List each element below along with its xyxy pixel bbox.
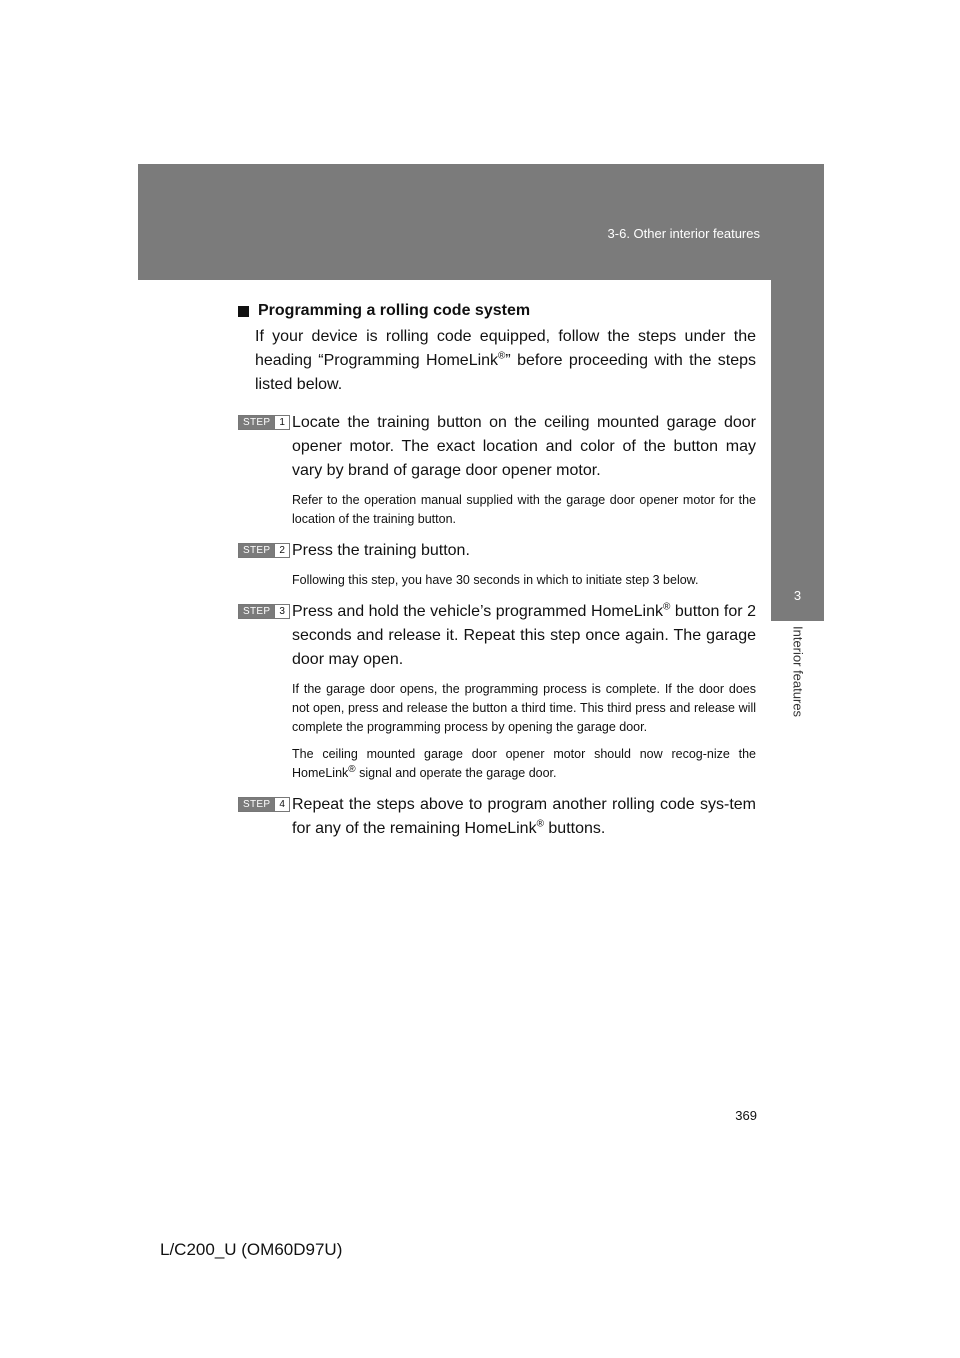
step-3-text — [292, 600, 756, 672]
step-badge-2 — [238, 543, 290, 558]
intro-text-start: If your device is rolling code equipped, follow the steps under the heading “Programming HomeLink — [255, 328, 756, 369]
registered-mark: ® — [536, 818, 544, 830]
step-badge-3 — [238, 604, 290, 619]
registered-mark: ® — [348, 763, 356, 775]
step-badge-number: 1 — [274, 416, 289, 429]
step-3-note: If the garage door opens, the programming process is complete. If the door does not open, press and release the button a third time. This third press and release will complete the programming process by opening the garage door. — [292, 682, 756, 734]
registered-mark: ® — [498, 350, 506, 362]
black-square-icon — [238, 306, 249, 317]
step-4-text — [292, 793, 756, 841]
step-badge-1 — [238, 415, 290, 430]
step-badge-label: STEP — [239, 798, 274, 811]
chapter-label: Interior features — [790, 626, 806, 718]
step-badge-label: STEP — [239, 605, 274, 618]
step-2-text: Press the training button. — [292, 542, 470, 559]
step-4-text-end: buttons. — [543, 820, 606, 837]
step-4 — [238, 793, 756, 841]
step-2-note: Following this step, you have 30 seconds in which to initiate step 3 below. — [292, 573, 699, 587]
header-band — [138, 164, 824, 280]
registered-mark: ® — [663, 601, 671, 613]
document-code: L/C200_U (OM60D97U) — [160, 1240, 343, 1259]
step-badge-number: 4 — [274, 798, 289, 811]
step-badge-number: 3 — [274, 605, 289, 618]
step-4-text-start: Repeat the steps above to program another rolling code sys-tem for any of the remaining HomeLink — [292, 796, 756, 837]
step-3-note-2-start: The ceiling mounted garage door opener motor should now recog-nize the HomeLink — [292, 747, 756, 780]
section-intro — [255, 325, 756, 397]
step-badge-label: STEP — [239, 416, 274, 429]
step-3 — [238, 600, 756, 783]
step-3-text-start: Press and hold the vehicle’s programmed HomeLink — [292, 603, 664, 620]
step-badge-4 — [238, 797, 290, 812]
step-3-note-2-end: signal and operate the garage door. — [355, 766, 557, 780]
step-1-text: Locate the training button on the ceiling mounted garage door opener motor. The exact location and color of the button may vary by brand of garage door opener motor. — [292, 414, 756, 479]
step-badge-label: STEP — [239, 544, 274, 557]
step-1 — [238, 411, 756, 529]
chapter-number: 3 — [793, 588, 802, 603]
chapter-tab — [771, 280, 824, 621]
page-number: 369 — [735, 1108, 757, 1123]
step-badge-number: 2 — [274, 544, 289, 557]
section-heading-text: Programming a rolling code system — [258, 302, 531, 319]
section-heading — [238, 302, 756, 320]
step-3-note-2 — [292, 745, 756, 783]
page-content — [238, 302, 756, 851]
intro-text-end: ” before proceeding with the steps listed below. — [255, 352, 756, 393]
step-2 — [238, 539, 756, 590]
step-1-note: Refer to the operation manual supplied with the garage door opener motor for the location of the training button. — [292, 493, 756, 526]
section-title: 3-6. Other interior features — [607, 226, 760, 241]
step-3-text-end: button for 2 seconds and release it. Repeat this step once again. The garage door may open. — [292, 603, 757, 668]
